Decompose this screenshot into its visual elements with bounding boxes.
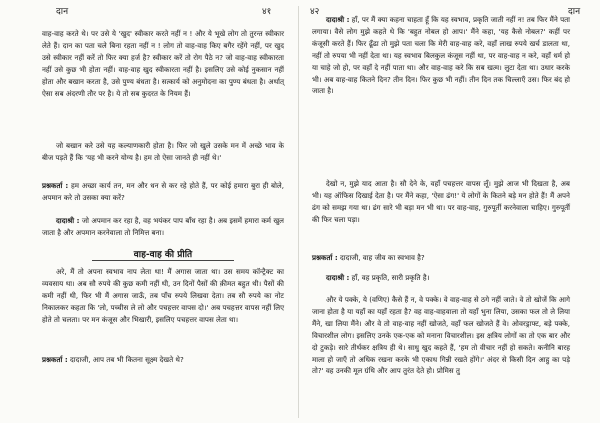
left-page-number: ४१: [262, 7, 272, 17]
question-label: प्रश्नकर्ता :: [312, 253, 338, 262]
answer-label: दादाश्री :: [326, 273, 350, 282]
right-header-title: दान: [568, 7, 581, 17]
question-label: प्रश्नकर्ता :: [42, 355, 68, 364]
left-paragraph-2: जो बखान करे उसे यह कल्याणकारी होता है। फिर जो खुले उसके मन में अच्छे भाव के बीज पड़ते हैं कि 'यह भी करने योग्य है। हम तो ऐसा जानते ही नहीं थे।': [42, 141, 284, 162]
left-paragraph-1: वाह-वाह करते थे। पर उसे ये 'खुद' स्वीकार करते नहीं न ! और ये भूखे लोग तो तुरन्त स्वीकार लेते हैं। दान का पता चले बिना रहता नहीं न ! लोग तो वाह-वाह किए बगैर रहेंगे नहीं, पर खुद उसे स्वीकार नहीं करें तो फिर क्या हर्ज है? स्वीकार करें तो रोग पैठे न? जो वाह-वाह स्वीकारता नहीं उसे कुछ भी होता नहीं। वाह-वाह खुद स्वीकारता नहीं है। इसलिए उसे कोई नुकसान नहीं होता और बखान करता है, उसे पुण्य बंधता है। सत्कार्य को अनुमोदना का पुण्य बंधता है। अर्थात् ऐसा सब अंदरणी तौर पर है। ये तो सब कुदरत के नियम हैं।: [42, 29, 284, 98]
answer-text: हाँ, पर मैं क्या कहना चाहता हूँ कि यह स्वभाव, प्रकृति जाती नहीं न! तब फिर मैंने पता लगाया। वैसे लोग मुझे कहते थे कि 'बहुत नोबल हो आप।' मैंने कहा, 'यह कैसे नोबल?' कहीं पर कंजूसी करते हैं। फिर ढूँढा तो मुझे पता चला कि मेरी वाह-वाह करे, वहाँ लाख रुपये खर्च डालता था, नहीं तो रुपया भी नहीं देता था। यह स्वभाव बिलकुल कंजूस नहीं था, पर वाह-वाह न करे, वहाँ धर्म हो या चाहे जो हो, पर वहाँ दे नहीं पाता था। और वाह-वाह करे कि सब खत्म। लुटा देता था। उधार करके भी। अब वाह-वाह कितने दिन? तीन दिन। फिर कुछ भी नहीं। तीन दिन तक चिल्लाएँ उस। फिर बंद हो जाता है।: [312, 15, 570, 96]
question-text: दादाजी, आप तब भी कितना सूक्ष्म देखते थे?: [69, 355, 184, 364]
question-text: दादाजी, वाह जीव का स्वभाव है?: [339, 253, 425, 262]
left-paragraph-3: अरे, मैं तो अपना स्वभाव नाप लेता था! मैं अगास जाता था। उस समय कॉन्ट्रैक्ट का व्यवसाय था। अब सौ रुपये की कुछ कमी नहीं थी, उन दिनों पैसों की क़ीमत बहुत थी। पैसों की कमी नहीं थी, फिर भी मैं अगास जाऊँ, तब पाँच रुपये लिखवा देता। तब सौ रुपये का नोट निकालकर कहता कि 'लो, पच्चीस ले लो और पचहत्तर वापस दो।' अब पचहत्तर वापस नहीं लिए होते तो चलता। पर मन कंजूस और भिखारी, इसलिए पचहत्तर वापस लेता था।: [42, 267, 284, 324]
right-answer-1: [312, 14, 570, 97]
right-paragraph-2: देखो न, मुझे याद आता है। सौ देने के, वहाँ पचहत्तर वापस लूँ। मुझे आज भी दिखता है, अब भी। यह ऑफिस दिखाई देता है। पर मैंने कहा, 'ऐसा ढंग!' ये लोगों के कितने बड़े मन होते हैं! मैं अपने ढंग को समझ गया था। ढंग सारे भी बड़ा मन भी था। पर वाह-वाह, गुरुपूर्ती करनेवाला चाहिए। गुरुपूर्ती की फिर चला पड़ा।: [312, 179, 570, 224]
left-question-2: [42, 354, 284, 366]
right-page: [300, 0, 600, 423]
right-page-number: ४२: [310, 7, 320, 17]
section-heading: वाह-वाह की प्रीति: [133, 250, 193, 260]
question-label: प्रश्नकर्ता :: [42, 181, 69, 190]
left-answer-1: [42, 215, 284, 239]
answer-text: जो अपमान कर रहा है, वह भयंकर पाप बाँध रहा है। अब इसमें हमारा कर्म खुल जाता है और अपमान करनेवाला तो निमित्त बना।: [42, 216, 284, 237]
right-paragraph-3: और ये पक्के, ये (वणिए) कैसे हैं न, वे पक्के। वे वाह-वाह से ठगे नहीं जाते। वे तो खोजें कि आगे जाना होता है या यहाँ का यहाँ रहता है? वह वाह-वाहवाला तो यहाँ भुना लिया, उसका फल तो ले लिया मैंने, खा लिया मैंने। और वे तो वाह-वाह नहीं खोजते, वहाँ फल खोजते हैं वे। ओवरड्राफ्ट, बड़े पक्के, विचारशील लोग। इसलिए उनके एक-एक को मनाना विचारशील। इस क्षत्रिय लोगों का तो एक बार और दो टुकड़े। सारे तीर्थंकर क्षत्रिय ही थे। साधु खुद कहते हैं, 'हम तो वीचार नहीं हो सकते। कनीनि बारह माला हो जाएँ तो अधिक रखना करके भी एकाध गिन्नी रखते होंगे।' अंदर से किसी दिन आहु का पड़े तो?' वह उनकी मूल ग्रंथि और आप तुरंत देते हो। प्रोमिस तु: [312, 295, 570, 376]
answer-label: दादाश्री :: [56, 216, 80, 225]
left-question-1: [42, 180, 284, 204]
left-header-title: दान: [56, 7, 69, 17]
section-heading-underline: [92, 260, 234, 261]
right-answer-2: [312, 272, 570, 284]
question-text: हम अच्छा कार्य तन, मन और धन से कर रहे होते हैं, पर कोई हमारा बुरा ही बोले, अपमान करे तो उसका क्या करें?: [42, 181, 284, 202]
answer-label: दादाश्री :: [326, 15, 350, 24]
right-question-1: [312, 252, 570, 264]
answer-text: हाँ, वह प्रकृति, सारी प्रकृति है।: [351, 273, 430, 282]
